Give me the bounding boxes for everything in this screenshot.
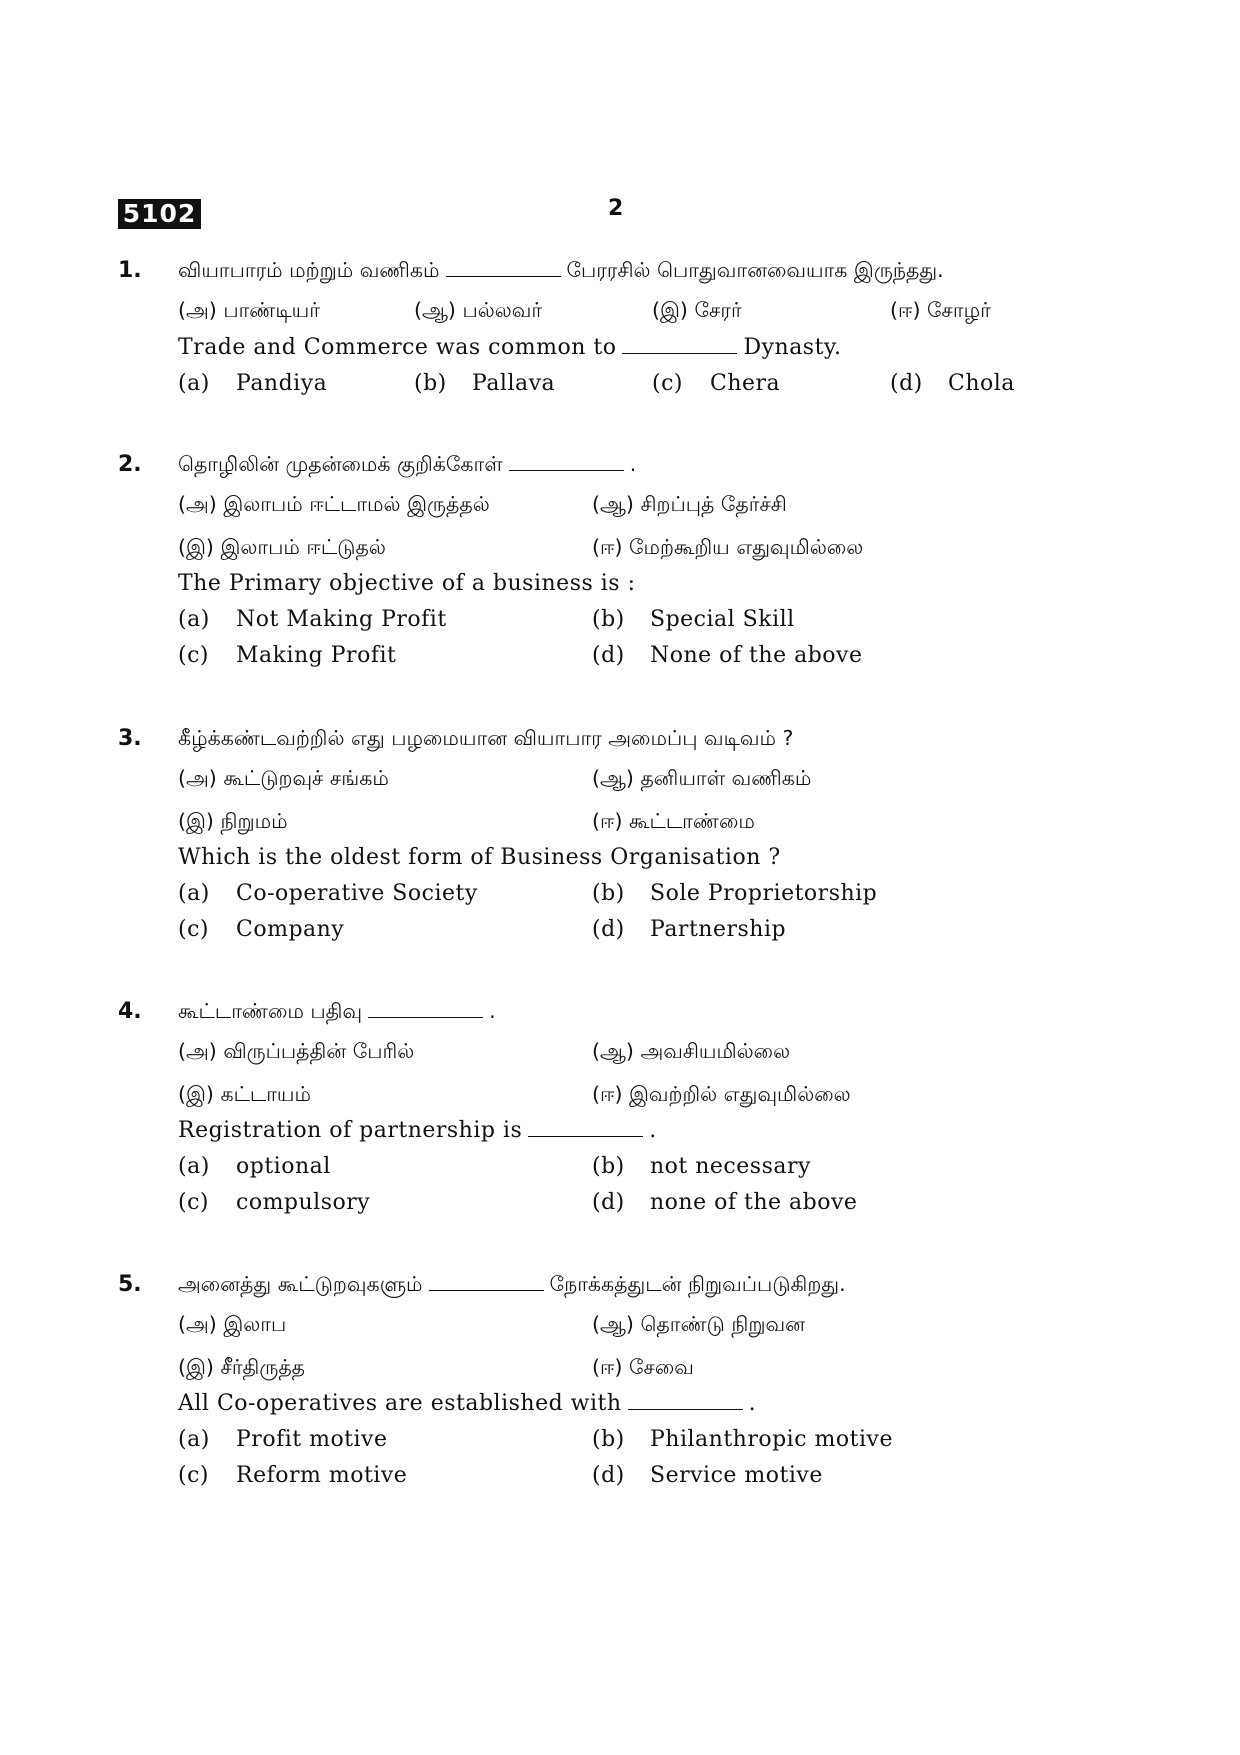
tamil-option: (ஆ) சிறப்புத் தேர்ச்சி	[592, 492, 787, 516]
answer-blank	[622, 335, 737, 354]
english-option: (a) Co-operative Society	[178, 881, 478, 906]
question-tamil: தொழிலின் முதன்மைக் குறிக்கோள் .	[178, 452, 637, 476]
english-option: (d) None of the above	[592, 643, 863, 668]
answer-blank	[528, 1118, 643, 1137]
english-option: (b) Special Skill	[592, 607, 795, 632]
question-tamil: அனைத்து கூட்டுறவுகளும் நோக்கத்துடன் நிறுவப்படுகிறது.	[178, 1272, 846, 1296]
tamil-option: (அ) விருப்பத்தின் பேரில்	[178, 1039, 415, 1063]
answer-blank	[509, 452, 624, 471]
question-number: 5.	[118, 1272, 142, 1297]
tamil-option: (ஆ) அவசியமில்லை	[592, 1039, 791, 1063]
tamil-option: (ஈ) சோழர்	[890, 298, 991, 322]
question-tamil: கீழ்க்கண்டவற்றில் எது பழமையான வியாபார அமைப்பு வடிவம் ?	[178, 726, 794, 750]
question-tamil: வியாபாரம் மற்றும் வணிகம் பேரரசில் பொதுவானவையாக இருந்தது.	[178, 258, 944, 282]
english-option: (a) Profit motive	[178, 1427, 388, 1452]
tamil-option: (அ) பாண்டியர்	[178, 298, 320, 322]
tamil-option: (இ) சீர்திருத்த	[178, 1355, 306, 1379]
question-english: Trade and Commerce was common to Dynasty.	[178, 335, 842, 360]
english-option: (a) optional	[178, 1154, 331, 1179]
paper-code: 5102	[118, 199, 201, 229]
english-option: (a) Pandiya	[178, 371, 328, 396]
answer-blank	[368, 999, 483, 1018]
tamil-option: (ஆ) தனியாள் வணிகம்	[592, 766, 812, 790]
tamil-option: (அ) கூட்டுறவுச் சங்கம்	[178, 766, 389, 790]
english-option: (c) compulsory	[178, 1190, 371, 1215]
tamil-option: (இ) கட்டாயம்	[178, 1082, 311, 1106]
english-option: (d) Partnership	[592, 917, 787, 942]
tamil-option: (ஈ) இவற்றில் எதுவுமில்லை	[592, 1082, 851, 1106]
english-option: (c) Making Profit	[178, 643, 397, 668]
tamil-option: (ஆ) தொண்டு நிறுவன	[592, 1312, 805, 1336]
english-option: (d) none of the above	[592, 1190, 858, 1215]
tamil-option: (இ) இலாபம் ஈட்டுதல்	[178, 535, 386, 559]
question-tamil: கூட்டாண்மை பதிவு .	[178, 999, 496, 1023]
answer-blank	[628, 1391, 743, 1410]
english-option: (a) Not Making Profit	[178, 607, 447, 632]
english-option: (b) not necessary	[592, 1154, 811, 1179]
tamil-option: (அ) இலாபம் ஈட்டாமல் இருத்தல்	[178, 492, 490, 516]
question-number: 4.	[118, 999, 142, 1024]
question-english: Which is the oldest form of Business Organisation ?	[178, 845, 781, 870]
english-option: (c) Chera	[652, 371, 781, 396]
tamil-option: (ஈ) மேற்கூறிய எதுவுமில்லை	[592, 535, 864, 559]
tamil-option: (ஈ) சேவை	[592, 1355, 694, 1379]
tamil-option: (இ) நிறுமம்	[178, 809, 288, 833]
english-option: (d) Chola	[890, 371, 1015, 396]
english-option: (b) Pallava	[414, 371, 556, 396]
answer-blank	[429, 1272, 544, 1291]
question-number: 3.	[118, 726, 142, 751]
english-option: (d) Service motive	[592, 1463, 823, 1488]
english-option: (b) Sole Proprietorship	[592, 881, 878, 906]
tamil-option: (இ) சேரர்	[652, 298, 742, 322]
english-option: (c) Reform motive	[178, 1463, 408, 1488]
tamil-option: (ஆ) பல்லவர்	[414, 298, 543, 322]
tamil-option: (ஈ) கூட்டாண்மை	[592, 809, 755, 833]
question-english: Registration of partnership is .	[178, 1118, 657, 1143]
question-number: 2.	[118, 452, 142, 477]
tamil-option: (அ) இலாப	[178, 1312, 287, 1336]
english-option: (c) Company	[178, 917, 345, 942]
question-number: 1.	[118, 258, 142, 283]
question-english: The Primary objective of a business is :	[178, 571, 636, 596]
page-number: 2	[608, 196, 624, 221]
answer-blank	[446, 258, 561, 277]
english-option: (b) Philanthropic motive	[592, 1427, 893, 1452]
question-english: All Co-operatives are established with .	[178, 1391, 757, 1416]
